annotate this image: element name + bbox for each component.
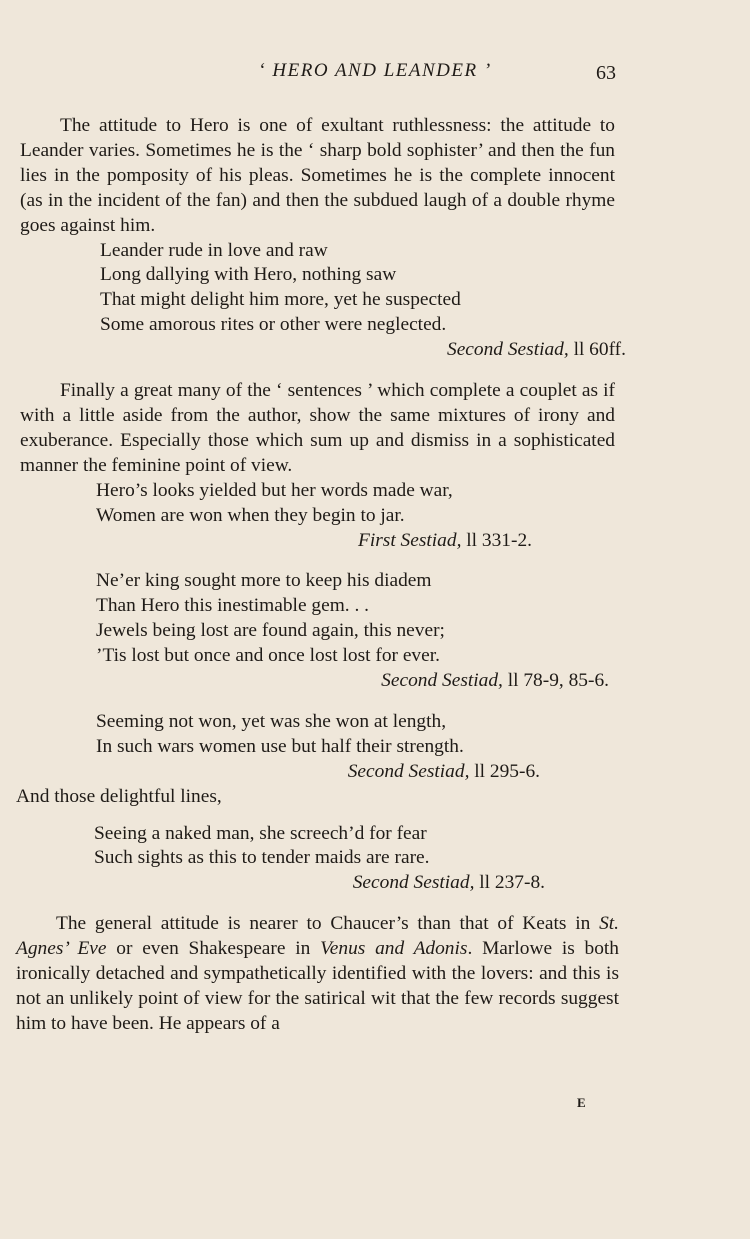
signature-mark: E (577, 1095, 586, 1110)
citation-work: First Sestiad, (358, 529, 462, 551)
citation (96, 669, 609, 694)
citation-lines: ll 60ff. (573, 339, 626, 361)
citation-work: Second Sestiad, (381, 670, 503, 692)
paragraph-4-text-3: . Marlowe is both ironically detached and sympathetically identified with the lovers: and this is not an unlikely point of view for the satirical wit that the few records suggest him to have been. He appears of a (16, 938, 619, 1034)
citation (96, 529, 532, 554)
paragraph-2: Finally a great many of the ‘ sentences ’ which complete a couplet as if with a little aside from the author, show the same mixtures of irony and exuberance. Especially those which sum up and dismiss in a sophisticated manner the feminine point of view. (20, 380, 615, 476)
paragraph-1: The attitude to Hero is one of exultant ruthlessness: the attitude to Leander varies. Sometimes he is the ‘ sharp bold sophister’ and then the fun lies in the pomposity of his pleas. Sometimes he is the complete innocent (as in the incident of the fan) and then the subdued laugh of a double rhyme goes against him. (20, 115, 615, 236)
verse-line: Women are won when they begin to jar. (96, 504, 405, 526)
verse-line: Leander rude in love and raw (100, 239, 328, 261)
verse-line: Than Hero this inestimable gem. . . (96, 595, 370, 617)
citation-lines: ll 295-6. (474, 760, 540, 782)
verse-line: Hero’s looks yielded but her words made war, (96, 479, 453, 501)
verse-line: ’Tis lost but once and once lost lost for ever. (96, 645, 440, 667)
citation-work: Second Sestiad, (447, 339, 569, 361)
citation-lines: ll 78-9, 85-6. (507, 670, 609, 692)
paragraph-4-text-1: The general attitude is nearer to Chaucer’s than that of Keats in (56, 913, 600, 935)
citation (100, 338, 626, 363)
citation (94, 871, 545, 896)
running-head-title: ‘ HERO AND LEANDER ’ (258, 60, 492, 81)
verse-line: Jewels being lost are found again, this never; (96, 620, 445, 642)
quotation-5 (20, 822, 615, 897)
citation-work: Second Sestiad, (352, 872, 475, 894)
paragraph-3: And those delightful lines, (16, 785, 222, 807)
citation-work: Second Sestiad, (347, 760, 470, 782)
quotation-2 (20, 479, 615, 554)
citation-lines: ll 237-8. (479, 872, 545, 894)
verse-line: Ne’er king sought more to keep his diadem (96, 570, 432, 592)
verse-line: In such wars women use but half their strength. (96, 735, 464, 757)
verse-line: Such sights as this to tender maids are rare. (94, 847, 430, 869)
quotation-3 (20, 569, 615, 694)
running-head (0, 60, 750, 90)
verse-line: Long dallying with Hero, nothing saw (100, 264, 397, 286)
page-number: 63 (596, 62, 616, 84)
citation-lines: ll 331-2. (466, 529, 532, 551)
quotation-4 (20, 710, 615, 785)
citation (96, 760, 540, 785)
verse-line: Some amorous rites or other were neglected. (100, 314, 447, 336)
paragraph-4-text-2: or even Shakespeare in (106, 938, 321, 960)
verse-line: Seeing a naked man, she screech’d for fear (94, 822, 427, 844)
body-text (16, 114, 626, 1037)
work-title-venus-and-adonis: Venus and Adonis (320, 938, 468, 960)
verse-line: That might delight him more, yet he suspected (100, 289, 461, 311)
verse-line: Seeming not won, yet was she won at length, (96, 710, 447, 732)
paragraph-4 (16, 912, 619, 1037)
quotation-1 (20, 239, 626, 364)
work-title-st-agnes-eve: St. Agnes’ Eve (16, 913, 619, 960)
